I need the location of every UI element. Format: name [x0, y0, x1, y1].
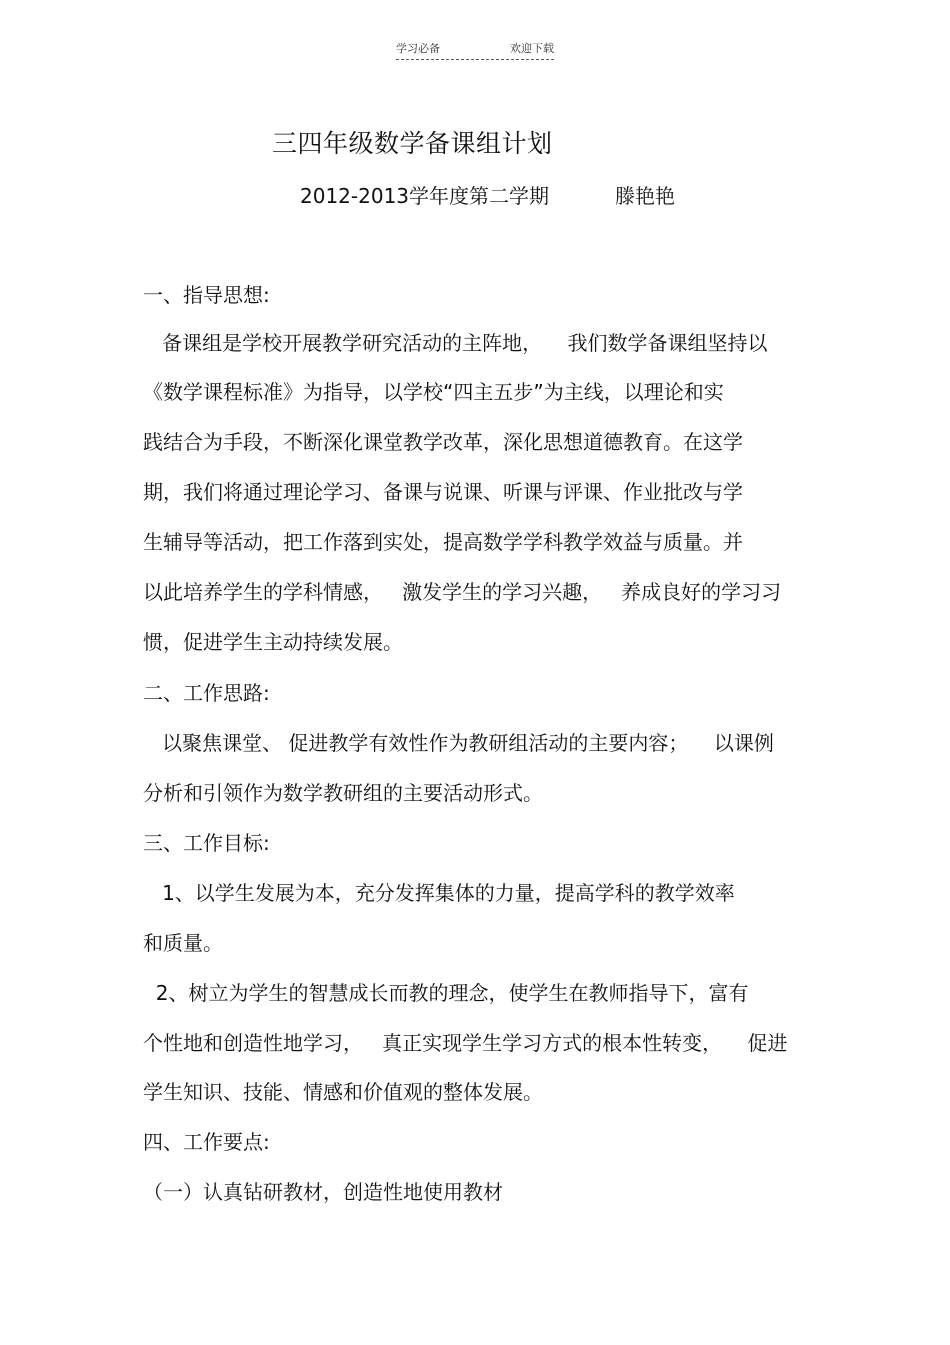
section-heading-3: 三、工作目标: [143, 831, 270, 855]
paragraph-line: 生辅导等活动，把工作落到实处，提高数学学科教学效益与质量。并 [143, 530, 743, 554]
paragraph-line: 以聚焦课堂、 促进教学有效性作为教研组活动的主要内容； 以课例 [143, 731, 774, 755]
paragraph-line: 和质量。 [143, 931, 223, 955]
page-header [396, 40, 554, 60]
section-heading-4: 四、工作要点: [143, 1130, 270, 1154]
header-right-text: 欢迎下载 [510, 42, 554, 55]
paragraph-line: 《数学课程标准》为指导，以学校“四主五步”为主线，以理论和实 [143, 380, 724, 404]
subsection-heading: （一）认真钻研教材，创造性地使用教材 [143, 1180, 503, 1204]
paragraph-line: 期，我们将通过理论学习、备课与说课、听课与评课、作业批改与学 [143, 480, 743, 504]
section-heading-2: 二、工作思路: [143, 681, 270, 705]
paragraph-line: 学生知识、技能、情感和价值观的整体发展。 [143, 1080, 543, 1104]
paragraph-line: 备课组是学校开展教学研究活动的主阵地， 我们数学备课组坚持以 [143, 331, 768, 355]
header-left-text: 学习必备 [396, 42, 440, 55]
paragraph-line: 践结合为手段，不断深化课堂教学改革，深化思想道德教育。在这学 [143, 430, 743, 454]
document-subtitle [300, 180, 675, 209]
paragraph-line: 分析和引领作为数学教研组的主要活动形式。 [143, 781, 543, 805]
paragraph-line: 2、树立为学生的智慧成长而教的理念，使学生在教师指导下，富有 [143, 981, 749, 1005]
section-heading-1: 一、指导思想: [143, 283, 270, 307]
paragraph-line: 1、以学生发展为本，充分发挥集体的力量，提高学科的教学效率 [143, 881, 735, 905]
document-title: 三四年级数学备课组计划 [272, 129, 553, 158]
paragraph-line: 以此培养学生的学科情感， 激发学生的学习兴趣， 养成良好的学习习 [143, 580, 782, 604]
paragraph-line: 个性地和创造性地学习， 真正实现学生学习方式的根本性转变， 促进 [143, 1031, 788, 1055]
term-text: 2012-2013学年度第二学期 [300, 184, 550, 208]
paragraph-line: 惯，促进学生主动持续发展。 [143, 630, 403, 654]
author-name: 滕艳艳 [615, 184, 676, 208]
